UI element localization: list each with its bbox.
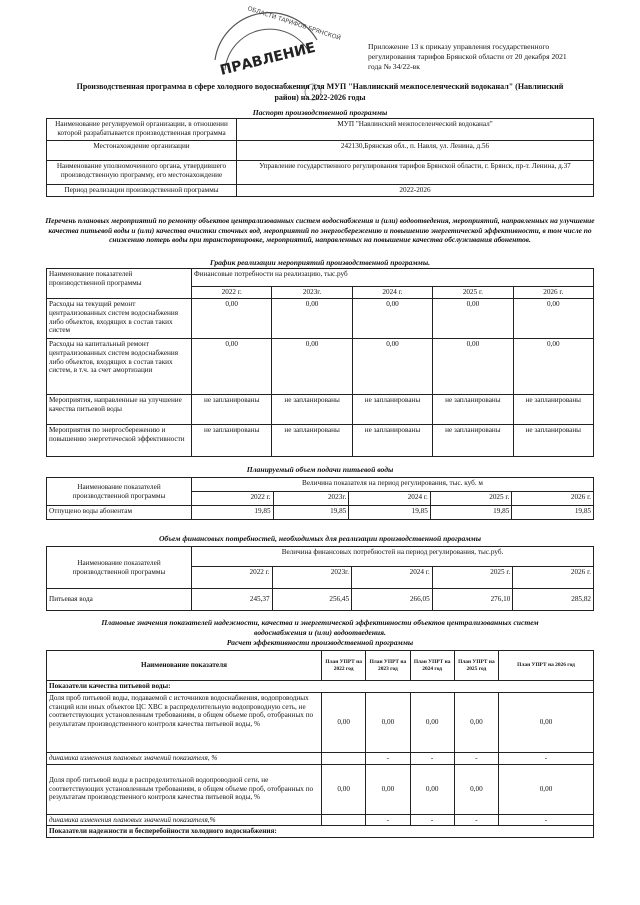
reliability-caption-2: водоснабжения и (или) водоотведения. [254,628,386,637]
table-row: Питьевая вода 245,37 256,45 266,05 276,10 285,82 [47,589,594,611]
table-row: Наименование регулируемой организации, в отношении которой разрабатывается производственная программа МУП "Навлинский межпоселенческий водоканал" [47,119,594,141]
table-row: Расходы на капитальный ремонт централизованных систем водоснабжения либо объектов, входящих в состав таких систем, в т.ч. за счет амортизации 0,00 0,00 0,00 0,00 0,00 [47,339,594,395]
document-title: Производственная программа в сфере холодного водоснабжения для МУП "Навлинский межпоселенческий водоканал" (Навлинский район) на 2022-2026 годы [76,82,564,102]
table-row: 2022 г. 2023г. 2024 г. 2025 г. 2026 г. [47,567,594,589]
table-row: Мероприятия по энергосбережению и повышению энергетической эффективности не запланированы не запланированы не запланированы не запланированы не запланированы [47,425,594,457]
table-row: Наименование показателей производственной программы Величина финансовых потребностей на период регулирования, тыс.руб. [47,547,594,567]
finance-table [46,546,594,611]
table-row: Наименование показателей производственной программы Финансовые потребности на реализацию, тыс.руб [47,269,594,287]
volume-table [46,477,594,520]
stamp-text: ПРАВЛЕНИЕ [218,39,318,79]
finance-caption: Объем финансовых потребностей, необходимых для реализации производственной программы [158,534,482,543]
table-row: Доля проб питьевой воды, подаваемой с источников водоснабжения, водопроводных станций или иных объектов ЦС ХВС в распределительную водопроводную сеть, не соответствующих установленным требованиям, в общем объеме проб, отобранных по результатам производственного контроля качества питьевой воды, % 0,00 0,00 0,00 0,00 0,00 [47,692,594,752]
table-row: Расходы на текущий ремонт централизованных систем водоснабжения либо объектов, входящих в состав таких систем 0,00 0,00 0,00 0,00 0,00 [47,299,594,339]
reliability-caption-1: Плановые значения показателей надежности, качества и энергетической эффективности объектов централизованных систем [101,618,539,627]
table-row: 2022 г. 2023г. 2024 г. 2025 г. 2026 г. [47,287,594,299]
table-row: динамика изменения плановых значений показателя, % - - - - [47,752,594,764]
appendix-note: Приложение 13 к приказу управления государственного регулирования тарифов Брянской области от 20 декабря 2021 года № 34/22-вк [368,42,567,71]
table-row: Наименование показателя План УПРТ на 2022 год План УПРТ на 2023 год План УПРТ на 2024 год План УПРТ на 2025 год План УПРТ на 2026 год [47,651,594,681]
passport-caption: Паспорт производственной программы [252,108,388,117]
passport-table [46,118,594,197]
table-row: 2022 г. 2023г. 2024 г. 2025 г. 2026 г. [47,492,594,506]
stamp-arc-text: ОБЛАСТИ ТАРИФОВ БРЯНСКОЙ [246,5,342,43]
reliability-table [46,650,594,838]
table-row: Местонахождение организации 242130,Брянская обл., п. Навля, ул. Ленина, д.56 [47,141,594,161]
table-row: Наименование уполномоченного органа, утвердившего производственную программу, его местонахождение Управление государственного регулирования тарифов Брянской области, г. Брянск, пр-т. Ленина, д.37 [47,161,594,185]
reliability-caption-3: Расчет эффективности производственной программы [226,638,414,647]
schedule-caption: График реализации мероприятий производственной программы. [209,258,431,267]
table-row: Показатели надежности и бесперебойности холодного водоснабжения: [47,826,594,838]
measures-description: Перечень плановых мероприятий по ремонту объектов централизованных систем водоснабжения и (или) водоотведения, мероприятий, направленных на улучшение качества питьевой воды и (или) качества очистки сточных вод, мероприятий по энергосбережению и повышению энергетической эффективности, в том числе по снижению потерь воды при транспортировке, мероприятий, направленных на повышение качества обслуживания абонентов. [45,216,595,245]
table-row: динамика изменения плановых значений показателя,% - - - - [47,814,594,826]
table-row: Показатели качества питьевой воды: [47,681,594,693]
table-row: Мероприятия, направленные на улучшение качества питьевой воды не запланированы не запланированы не запланированы не запланированы не запланированы [47,395,594,425]
table-row: Период реализации производственной программы 2022-2026 [47,185,594,197]
table-row: Наименование показателей производственной программы Величина показателя на период регулирования, тыс. куб. м [47,478,594,492]
schedule-table [46,268,594,457]
table-row: Отпущено воды абонентам 19,85 19,85 19,85 19,85 19,85 [47,506,594,520]
volume-caption: Планируемый объем подачи питьевой воды [246,465,394,474]
table-row: Доля проб питьевой воды в распределительной водопроводной сети, не соответствующих установленным требованиям, в общем объеме проб, отобранных по результатам производственного контроля качества питьевой воды, % 0,00 0,00 0,00 0,00 0,00 [47,764,594,814]
